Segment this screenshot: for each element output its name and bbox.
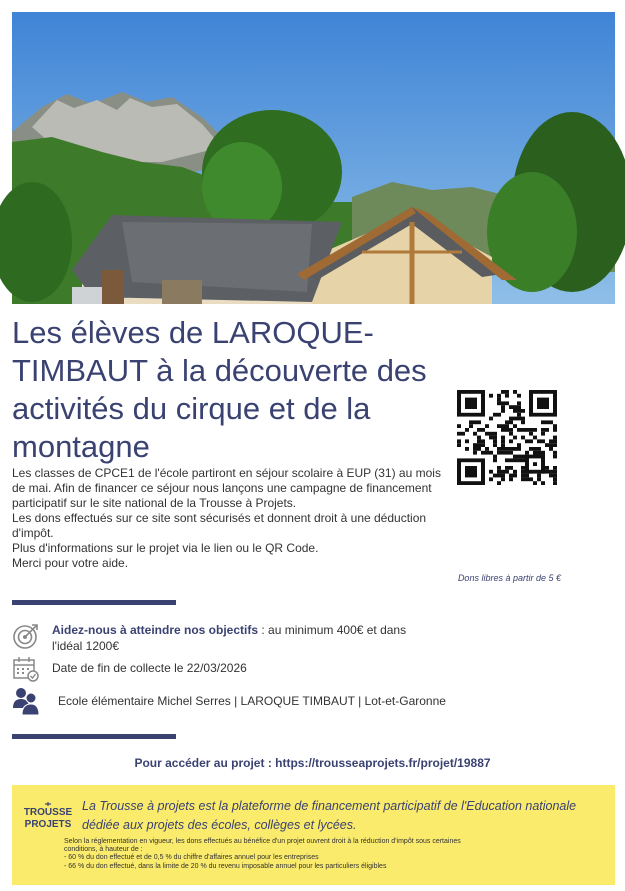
- legal-line: Selon la réglementation en vigueur, les dons effectués au bénéfice d'un projet ouvrent droit à la réduction d'impôt sous certaines: [64, 838, 461, 845]
- project-link[interactable]: Pour accéder au projet : https://trousseaprojets.fr/projet/19887: [134, 756, 491, 770]
- legal-line: conditions, à hauteur de :: [64, 846, 143, 854]
- description-paragraph: Plus d'informations sur le projet via le lien ou le QR Code.: [12, 541, 319, 555]
- divider-bar: [12, 600, 176, 605]
- collection-end-date: Date de fin de collecte le 22/03/2026: [52, 661, 247, 675]
- description-paragraph: Les dons effectués sur ce site sont sécurisés et donnent droit à une déduction d'impôt.: [12, 511, 427, 540]
- qr-code[interactable]: [457, 390, 557, 485]
- description-paragraph: Les classes de CPCE1 de l'école partiront en séjour scolaire à EUP (31) au mois de mai. Afin de financer ce séjour nous lançons une campagne de financement participatif sur le site national de la Trousse à Projets.: [12, 466, 441, 510]
- svg-text:TROUSSE: TROUSSE: [23, 807, 73, 818]
- page-title: Les élèves de LAROQUE-TIMBAUT à la découverte des activités du cirque et de la montagne: [12, 315, 427, 464]
- goal-heading: Aidez-nous à atteindre nos objectifs: [52, 623, 259, 637]
- target-icon: [12, 622, 40, 655]
- divider-bar: [12, 734, 176, 739]
- footer-tagline: La Trousse à projets est la plateforme de financement participatif de l'Education nationale dédiée aux projets des écoles, collèges et lycées.: [82, 799, 577, 832]
- donation-minimum-note: Dons libres à partir de 5 €: [457, 573, 561, 583]
- calendar-icon: [12, 656, 40, 687]
- trousse-logo: [23, 800, 73, 836]
- school-info: Ecole élémentaire Michel Serres | LAROQUE TIMBAUT | Lot-et-Garonne: [58, 694, 446, 708]
- goal-amounts: : au minimum 400€ et dans l'idéal 1200€: [52, 623, 407, 653]
- description-paragraph: Merci pour votre aide.: [12, 556, 129, 570]
- footer-legal: [64, 838, 604, 871]
- hero-photo: [12, 12, 615, 304]
- legal-line: - 66 % du don effectué, dans la limite de 20 % du revenu imposable annuel pour les particuliers éligibles: [64, 862, 387, 870]
- project-description: [12, 466, 442, 571]
- people-icon: [12, 686, 40, 721]
- goal-text: [52, 622, 432, 654]
- svg-text:PROJETS: PROJETS: [24, 819, 72, 830]
- legal-line: - 60 % du don effectué et de 0,5 % du chiffre d'affaires annuel pour les entreprises: [64, 854, 319, 862]
